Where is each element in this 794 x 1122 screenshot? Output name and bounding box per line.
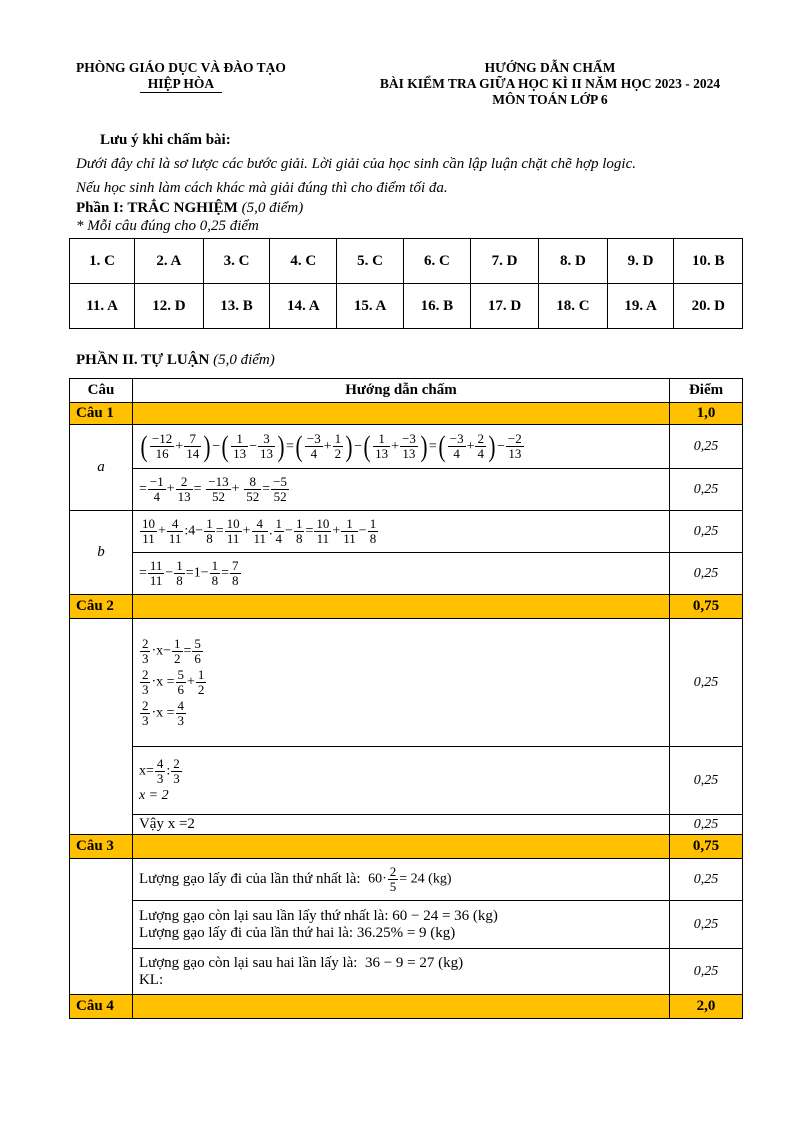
question-row	[70, 835, 743, 859]
part1-title: Phần I: TRẮC NGHIỆM	[76, 200, 238, 216]
step-row	[70, 511, 743, 553]
answer-cell: 6. C	[403, 239, 470, 284]
step-row	[70, 859, 743, 901]
question-label: Câu 2	[70, 595, 133, 619]
part-label: b	[70, 511, 133, 595]
math-step: x= $\frac{4}{3}$ : $\frac{2}{3}$ x = 2	[132, 747, 669, 815]
step-score: 0,25	[670, 949, 743, 995]
question-label: Câu 3	[70, 835, 133, 859]
math-step: $\frac{10}{11}$ + $\frac{4}{11}$ :4− $\frac{1}{8}$ = $\frac{10}{11}$ + $\frac{4}{11}$ . $\frac{1}{4}$ − $\frac{1}{8}$ = $\frac{10}{11}$ + $\frac{1}{11}$ − $\frac{1}{8}$	[132, 511, 669, 553]
answer-cell: 19. A	[607, 284, 674, 329]
answer-key-table	[69, 238, 743, 329]
answer-cell: 12. D	[135, 284, 203, 329]
step-score: 0,25	[670, 553, 743, 595]
district-name: HIỆP HÒA	[140, 76, 222, 93]
step-row	[70, 619, 743, 747]
department-name: PHÒNG GIÁO DỤC VÀ ĐÀO TẠO	[76, 60, 286, 75]
question-score: 0,75	[670, 835, 743, 859]
notes-line-2: Nếu học sinh làm cách khác mà giải đúng thì cho điểm tối đa.	[76, 180, 448, 196]
step-row	[70, 469, 743, 511]
answer-cell: 8. D	[539, 239, 607, 284]
text-step: Lượng gạo lấy đi của lần thứ nhất là: 60· $\frac{2}{5}$ = 24 (kg)	[132, 859, 669, 901]
part1-heading	[76, 200, 303, 217]
answer-cell: 17. D	[470, 284, 538, 329]
answer-cell: 7. D	[470, 239, 538, 284]
answer-cell: 1. C	[70, 239, 135, 284]
part1-points: (5,0 điểm)	[241, 200, 304, 216]
department-block	[48, 60, 314, 93]
step-score: 0,25	[670, 469, 743, 511]
question-row	[70, 403, 743, 425]
math-step: $\frac{2}{3}$ ·x− $\frac{1}{2}$ = $\frac{5}{6}$ $\frac{2}{3}$ ·x = $\frac{5}{6}$ + $\frac{1}{2}$ $\frac{2}{3}$ ·x = $\frac{4}{3}$	[132, 619, 669, 747]
answer-row	[70, 239, 743, 284]
question-row	[70, 995, 743, 1019]
col-header-score: Điểm	[670, 379, 743, 403]
answer-cell: 2. A	[135, 239, 203, 284]
step-score: 0,25	[670, 425, 743, 469]
step-score: 0,25	[670, 859, 743, 901]
notes-line-1: Dưới đây chỉ là sơ lược các bước giải. Lời giải của học sinh cần lập luận chặt chẽ hợp logic.	[76, 156, 636, 172]
step-row	[70, 815, 743, 835]
answer-cell: 15. A	[337, 284, 404, 329]
question-row	[70, 595, 743, 619]
text-step	[132, 901, 669, 949]
answer-cell: 20. D	[674, 284, 743, 329]
answer-cell: 11. A	[70, 284, 135, 329]
step-text: Lượng gạo còn lại sau lần lấy thứ nhất là:	[138, 907, 389, 924]
step-math: 36 − 9 = 27 (kg)	[364, 954, 464, 971]
col-header-guide: Hướng dẫn chấm	[132, 379, 669, 403]
step-score: 0,25	[670, 511, 743, 553]
text-step	[132, 949, 669, 995]
question-label: Câu 1	[70, 403, 133, 425]
step-text: Lượng gạo lấy đi của lần thứ nhất là:	[138, 870, 361, 887]
step-math: 60 − 24 = 36 (kg)	[392, 907, 498, 924]
question-score: 2,0	[670, 995, 743, 1019]
part2-points: (5,0 điểm)	[213, 352, 275, 368]
question-score: 0,75	[670, 595, 743, 619]
answer-cell: 4. C	[270, 239, 337, 284]
step-row	[70, 949, 743, 995]
answer-cell: 10. B	[674, 239, 743, 284]
step-score: 0,25	[670, 901, 743, 949]
math-step: ( $\frac{-12}{16}$ + $\frac{7}{14}$ ) −( $\frac{1}{13}$ − $\frac{3}{13}$ ) =( $\frac{-3}{4}$ + $\frac{1}{2}$ ) −( $\frac{1}{13}$ + $\frac{-3}{13}$ ) =( $\frac{-3}{4}$ + $\frac{2}{4}$ ) − $\frac{-2}{13}$	[132, 425, 669, 469]
step-score: 0,25	[670, 815, 743, 835]
step-score: 0,25	[670, 619, 743, 747]
question-score: 1,0	[670, 403, 743, 425]
subject-title: MÔN TOÁN LỚP 6	[492, 92, 608, 107]
answer-cell: 14. A	[270, 284, 337, 329]
step-row	[70, 425, 743, 469]
step-row	[70, 553, 743, 595]
title-block	[330, 60, 770, 108]
step-row	[70, 747, 743, 815]
answer-cell: 3. C	[203, 239, 270, 284]
answer-cell: 13. B	[203, 284, 270, 329]
step-text: Lượng gạo lấy đi của lần thứ hai là:	[138, 924, 354, 941]
step-math: = 24 (kg)	[399, 871, 452, 887]
part-label: a	[70, 425, 133, 511]
notes-heading: Lưu ý khi chấm bài:	[100, 132, 231, 148]
question-label: Câu 4	[70, 995, 133, 1019]
grading-header-row	[70, 379, 743, 403]
doc-title: HƯỚNG DẪN CHẤM	[484, 60, 616, 75]
answer-cell: 16. B	[403, 284, 470, 329]
step-text: KL:	[138, 971, 164, 988]
answer-cell: 5. C	[337, 239, 404, 284]
part1-note: * Mỗi câu đúng cho 0,25 điểm	[76, 218, 259, 234]
step-score: 0,25	[670, 747, 743, 815]
part2-title: PHẦN II. TỰ LUẬN	[76, 352, 210, 368]
col-header-cau: Câu	[70, 379, 133, 403]
exam-title: BÀI KIỂM TRA GIỮA HỌC KÌ II NĂM HỌC 2023 - 2024	[379, 76, 721, 91]
part2-heading	[76, 352, 275, 369]
step-text: Lượng gạo còn lại sau hai lần lấy là:	[138, 954, 358, 971]
x-result: x = 2	[138, 788, 169, 803]
step-math: 36.25% = 9 (kg)	[356, 924, 456, 941]
step-row	[70, 901, 743, 949]
conclusion-text: Vậy x =2	[132, 815, 669, 835]
math-step: = $\frac{11}{11}$ − $\frac{1}{8}$ =1− $\frac{1}{8}$ = $\frac{7}{8}$	[132, 553, 669, 595]
answer-cell: 9. D	[607, 239, 674, 284]
answer-row	[70, 284, 743, 329]
answer-cell: 18. C	[539, 284, 607, 329]
math-step: = $\frac{-1}{4}$ + $\frac{2}{13}$ = $\frac{-13}{52}$ + $\frac{8}{52}$ = $\frac{-5}{52}$	[132, 469, 669, 511]
grading-table	[69, 378, 743, 1019]
